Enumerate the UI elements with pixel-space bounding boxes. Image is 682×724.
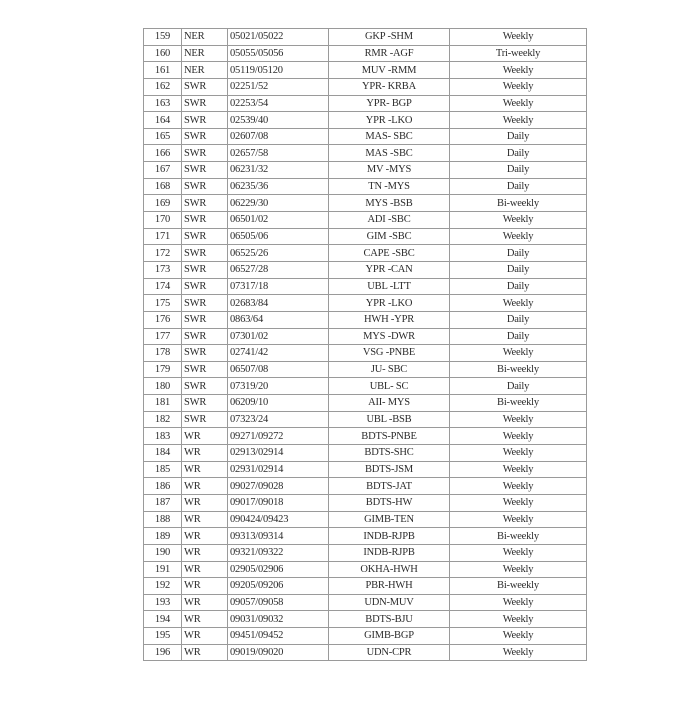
route-cell: BDTS-JAT <box>329 478 450 495</box>
table-row <box>144 361 587 378</box>
serial-number-cell: 192 <box>144 578 182 595</box>
railway-zone-cell: SWR <box>182 361 228 378</box>
table-row <box>144 95 587 112</box>
serial-number-cell: 167 <box>144 162 182 179</box>
frequency-cell: Bi-weekly <box>450 361 587 378</box>
train-number-cell: 07301/02 <box>228 328 329 345</box>
route-cell: VSG -PNBE <box>329 345 450 362</box>
frequency-cell: Daily <box>450 128 587 145</box>
railway-zone-cell: SWR <box>182 295 228 312</box>
table-row <box>144 395 587 412</box>
serial-number-cell: 165 <box>144 128 182 145</box>
train-number-cell: 06231/32 <box>228 162 329 179</box>
route-cell: YPR -LKO <box>329 295 450 312</box>
train-number-cell: 09031/09032 <box>228 611 329 628</box>
railway-zone-cell: SWR <box>182 311 228 328</box>
train-number-cell: 090424/09423 <box>228 511 329 528</box>
frequency-cell: Weekly <box>450 428 587 445</box>
railway-zone-cell: WR <box>182 528 228 545</box>
table-row <box>144 461 587 478</box>
train-number-cell: 02905/02906 <box>228 561 329 578</box>
serial-number-cell: 189 <box>144 528 182 545</box>
serial-number-cell: 183 <box>144 428 182 445</box>
train-number-cell: 02539/40 <box>228 112 329 129</box>
table-row <box>144 62 587 79</box>
table-row <box>144 278 587 295</box>
railway-zone-cell: SWR <box>182 328 228 345</box>
frequency-cell: Weekly <box>450 644 587 661</box>
railway-zone-cell: WR <box>182 561 228 578</box>
serial-number-cell: 194 <box>144 611 182 628</box>
table-row <box>144 261 587 278</box>
serial-number-cell: 164 <box>144 112 182 129</box>
route-cell: BDTS-PNBE <box>329 428 450 445</box>
frequency-cell: Weekly <box>450 561 587 578</box>
frequency-cell: Bi-weekly <box>450 528 587 545</box>
serial-number-cell: 174 <box>144 278 182 295</box>
serial-number-cell: 166 <box>144 145 182 162</box>
route-cell: UDN-CPR <box>329 644 450 661</box>
route-cell: INDB-RJPB <box>329 544 450 561</box>
train-number-cell: 06507/08 <box>228 361 329 378</box>
table-row <box>144 578 587 595</box>
train-number-cell: 09017/09018 <box>228 494 329 511</box>
train-number-cell: 09205/09206 <box>228 578 329 595</box>
train-number-cell: 06235/36 <box>228 178 329 195</box>
railway-zone-cell: WR <box>182 478 228 495</box>
train-number-cell: 07319/20 <box>228 378 329 395</box>
serial-number-cell: 173 <box>144 261 182 278</box>
frequency-cell: Daily <box>450 178 587 195</box>
route-cell: UBL -BSB <box>329 411 450 428</box>
serial-number-cell: 182 <box>144 411 182 428</box>
train-number-cell: 05021/05022 <box>228 29 329 46</box>
route-cell: BDTS-SHC <box>329 445 450 462</box>
railway-zone-cell: SWR <box>182 212 228 229</box>
railway-zone-cell: WR <box>182 644 228 661</box>
railway-zone-cell: NER <box>182 45 228 62</box>
serial-number-cell: 162 <box>144 78 182 95</box>
serial-number-cell: 171 <box>144 228 182 245</box>
railway-zone-cell: WR <box>182 544 228 561</box>
table-row <box>144 528 587 545</box>
route-cell: PBR-HWH <box>329 578 450 595</box>
table-row <box>144 478 587 495</box>
frequency-cell: Weekly <box>450 228 587 245</box>
train-number-cell: 09019/09020 <box>228 644 329 661</box>
table-row <box>144 162 587 179</box>
frequency-cell: Weekly <box>450 628 587 645</box>
train-number-cell: 06229/30 <box>228 195 329 212</box>
table-row <box>144 445 587 462</box>
serial-number-cell: 193 <box>144 594 182 611</box>
serial-number-cell: 177 <box>144 328 182 345</box>
table-row <box>144 594 587 611</box>
train-number-cell: 02251/52 <box>228 78 329 95</box>
table-row <box>144 128 587 145</box>
railway-zone-cell: WR <box>182 611 228 628</box>
railway-zone-cell: SWR <box>182 128 228 145</box>
train-number-cell: 07317/18 <box>228 278 329 295</box>
railway-zone-cell: SWR <box>182 378 228 395</box>
route-cell: UDN-MUV <box>329 594 450 611</box>
train-number-cell: 02607/08 <box>228 128 329 145</box>
train-number-cell: 06527/28 <box>228 261 329 278</box>
railway-zone-cell: SWR <box>182 95 228 112</box>
frequency-cell: Bi-weekly <box>450 578 587 595</box>
table-row <box>144 112 587 129</box>
frequency-cell: Weekly <box>450 611 587 628</box>
railway-zone-cell: SWR <box>182 178 228 195</box>
route-cell: GIMB-TEN <box>329 511 450 528</box>
serial-number-cell: 176 <box>144 311 182 328</box>
table-row <box>144 628 587 645</box>
route-cell: BDTS-JSM <box>329 461 450 478</box>
railway-zone-cell: SWR <box>182 261 228 278</box>
frequency-cell: Daily <box>450 145 587 162</box>
railway-zone-cell: SWR <box>182 278 228 295</box>
frequency-cell: Daily <box>450 278 587 295</box>
railway-zone-cell: SWR <box>182 345 228 362</box>
route-cell: GIMB-BGP <box>329 628 450 645</box>
railway-zone-cell: SWR <box>182 228 228 245</box>
table-row <box>144 228 587 245</box>
train-number-cell: 02931/02914 <box>228 461 329 478</box>
table-row <box>144 78 587 95</box>
frequency-cell: Daily <box>450 378 587 395</box>
frequency-cell: Weekly <box>450 62 587 79</box>
route-cell: ADI -SBC <box>329 212 450 229</box>
frequency-cell: Weekly <box>450 78 587 95</box>
frequency-cell: Weekly <box>450 95 587 112</box>
frequency-cell: Weekly <box>450 112 587 129</box>
railway-zone-cell: WR <box>182 461 228 478</box>
railway-zone-cell: WR <box>182 494 228 511</box>
serial-number-cell: 163 <box>144 95 182 112</box>
railway-zone-cell: WR <box>182 511 228 528</box>
table-row <box>144 511 587 528</box>
table-row <box>144 178 587 195</box>
train-number-cell: 02657/58 <box>228 145 329 162</box>
table-row <box>144 328 587 345</box>
train-number-cell: 06501/02 <box>228 212 329 229</box>
serial-number-cell: 186 <box>144 478 182 495</box>
train-number-cell: 02683/84 <box>228 295 329 312</box>
route-cell: MAS- SBC <box>329 128 450 145</box>
frequency-cell: Daily <box>450 328 587 345</box>
table-row <box>144 245 587 262</box>
train-number-cell: 07323/24 <box>228 411 329 428</box>
train-number-cell: 05055/05056 <box>228 45 329 62</box>
train-number-cell: 05119/05120 <box>228 62 329 79</box>
railway-zone-cell: NER <box>182 62 228 79</box>
route-cell: YPR -CAN <box>329 261 450 278</box>
train-number-cell: 09321/09322 <box>228 544 329 561</box>
frequency-cell: Weekly <box>450 511 587 528</box>
frequency-cell: Weekly <box>450 445 587 462</box>
serial-number-cell: 187 <box>144 494 182 511</box>
serial-number-cell: 191 <box>144 561 182 578</box>
frequency-cell: Daily <box>450 162 587 179</box>
route-cell: HWH -YPR <box>329 311 450 328</box>
table-row <box>144 145 587 162</box>
train-number-cell: 09451/09452 <box>228 628 329 645</box>
frequency-cell: Weekly <box>450 544 587 561</box>
serial-number-cell: 196 <box>144 644 182 661</box>
frequency-cell: Tri-weekly <box>450 45 587 62</box>
train-number-cell: 0863/64 <box>228 311 329 328</box>
frequency-cell: Weekly <box>450 29 587 46</box>
route-cell: GKP -SHM <box>329 29 450 46</box>
serial-number-cell: 172 <box>144 245 182 262</box>
serial-number-cell: 184 <box>144 445 182 462</box>
serial-number-cell: 190 <box>144 544 182 561</box>
route-cell: TN -MYS <box>329 178 450 195</box>
route-cell: CAPE -SBC <box>329 245 450 262</box>
railway-zone-cell: WR <box>182 628 228 645</box>
route-cell: YPR- BGP <box>329 95 450 112</box>
route-cell: MYS -DWR <box>329 328 450 345</box>
train-number-cell: 09271/09272 <box>228 428 329 445</box>
serial-number-cell: 168 <box>144 178 182 195</box>
table-row <box>144 212 587 229</box>
table-row <box>144 428 587 445</box>
route-cell: UBL -LTT <box>329 278 450 295</box>
route-cell: JU- SBC <box>329 361 450 378</box>
train-number-cell: 06525/26 <box>228 245 329 262</box>
railway-zone-cell: SWR <box>182 395 228 412</box>
frequency-cell: Weekly <box>450 345 587 362</box>
serial-number-cell: 161 <box>144 62 182 79</box>
frequency-cell: Weekly <box>450 461 587 478</box>
frequency-cell: Weekly <box>450 295 587 312</box>
railway-zone-cell: WR <box>182 428 228 445</box>
train-number-cell: 02741/42 <box>228 345 329 362</box>
serial-number-cell: 178 <box>144 345 182 362</box>
serial-number-cell: 160 <box>144 45 182 62</box>
railway-zone-cell: SWR <box>182 195 228 212</box>
train-number-cell: 02913/02914 <box>228 445 329 462</box>
train-number-cell: 09027/09028 <box>228 478 329 495</box>
route-cell: UBL- SC <box>329 378 450 395</box>
frequency-cell: Weekly <box>450 594 587 611</box>
serial-number-cell: 181 <box>144 395 182 412</box>
serial-number-cell: 188 <box>144 511 182 528</box>
route-cell: MYS -BSB <box>329 195 450 212</box>
railway-zone-cell: WR <box>182 578 228 595</box>
railway-zone-cell: WR <box>182 594 228 611</box>
route-cell: BDTS-BJU <box>329 611 450 628</box>
frequency-cell: Weekly <box>450 494 587 511</box>
frequency-cell: Daily <box>450 311 587 328</box>
table-row <box>144 411 587 428</box>
frequency-cell: Daily <box>450 245 587 262</box>
serial-number-cell: 159 <box>144 29 182 46</box>
table-row <box>144 494 587 511</box>
route-cell: GIM -SBC <box>329 228 450 245</box>
route-cell: INDB-RJPB <box>329 528 450 545</box>
table-row <box>144 644 587 661</box>
railway-zone-cell: SWR <box>182 78 228 95</box>
table-row <box>144 611 587 628</box>
railway-zone-cell: SWR <box>182 411 228 428</box>
serial-number-cell: 170 <box>144 212 182 229</box>
route-cell: AII- MYS <box>329 395 450 412</box>
table-row <box>144 561 587 578</box>
train-number-cell: 06505/06 <box>228 228 329 245</box>
serial-number-cell: 179 <box>144 361 182 378</box>
table-row <box>144 378 587 395</box>
railway-zone-cell: SWR <box>182 112 228 129</box>
route-cell: RMR -AGF <box>329 45 450 62</box>
route-cell: YPR -LKO <box>329 112 450 129</box>
route-cell: OKHA-HWH <box>329 561 450 578</box>
table-row <box>144 345 587 362</box>
railway-zone-cell: WR <box>182 445 228 462</box>
table-row <box>144 29 587 46</box>
route-cell: MAS -SBC <box>329 145 450 162</box>
serial-number-cell: 180 <box>144 378 182 395</box>
railway-zone-cell: NER <box>182 29 228 46</box>
route-cell: MV -MYS <box>329 162 450 179</box>
train-number-cell: 06209/10 <box>228 395 329 412</box>
frequency-cell: Bi-weekly <box>450 195 587 212</box>
frequency-cell: Weekly <box>450 478 587 495</box>
frequency-cell: Weekly <box>450 212 587 229</box>
table-row <box>144 195 587 212</box>
table-row <box>144 45 587 62</box>
special-trains-table <box>143 28 587 661</box>
serial-number-cell: 169 <box>144 195 182 212</box>
table-body <box>144 29 587 661</box>
route-cell: YPR- KRBA <box>329 78 450 95</box>
railway-zone-cell: SWR <box>182 145 228 162</box>
train-number-cell: 02253/54 <box>228 95 329 112</box>
route-cell: MUV -RMM <box>329 62 450 79</box>
train-number-cell: 09313/09314 <box>228 528 329 545</box>
frequency-cell: Bi-weekly <box>450 395 587 412</box>
serial-number-cell: 175 <box>144 295 182 312</box>
serial-number-cell: 195 <box>144 628 182 645</box>
route-cell: BDTS-HW <box>329 494 450 511</box>
railway-zone-cell: SWR <box>182 162 228 179</box>
table-row <box>144 311 587 328</box>
table-row <box>144 544 587 561</box>
train-number-cell: 09057/09058 <box>228 594 329 611</box>
frequency-cell: Daily <box>450 261 587 278</box>
railway-zone-cell: SWR <box>182 245 228 262</box>
frequency-cell: Weekly <box>450 411 587 428</box>
serial-number-cell: 185 <box>144 461 182 478</box>
table-row <box>144 295 587 312</box>
